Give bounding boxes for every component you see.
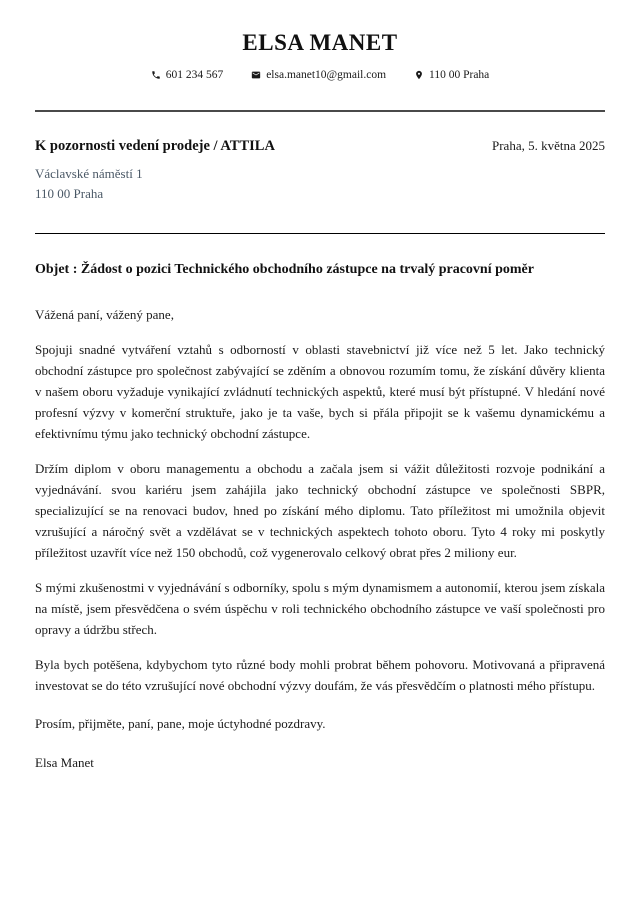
map-pin-icon (414, 70, 424, 80)
address-line-1: Václavské náměstí 1 (35, 166, 143, 181)
divider-top (35, 110, 605, 112)
signature: Elsa Manet (35, 755, 94, 770)
letter-paragraph: Byla bych potěšena, kdybychom tyto různé body mohli probrat během pohovoru. Motivovaná a připravená investovat se do této vzrušující nové obchodní výzvy doufám, že vás přesvědčím o platnosti mého přístupu. (35, 657, 605, 693)
letter-paragraph: S mými zkušenostmi v vyjednávání s odborníky, spolu s mým dynamismem a autonomií, kterou jsem získala na místě, jsem přesvědčena o svém úspěchu v roli technického obchodního zástupce ve vaší společnosti pro opravy a údržbu střech. (35, 580, 605, 637)
contact-location-value: 110 00 Praha (429, 69, 490, 81)
contact-phone (151, 69, 224, 81)
subject-line: Objet : Žádost o pozici Technického obchodního zástupce na trvalý pracovní poměr (35, 262, 534, 277)
closing-line: Prosím, přijměte, paní, pane, moje úctyhodné pozdravy. (35, 716, 326, 731)
letter-date: Praha, 5. května 2025 (491, 138, 605, 153)
page-title: ELSA MANET (242, 30, 398, 55)
address-line-2: 110 00 Praha (35, 186, 104, 201)
divider-bottom (35, 233, 605, 234)
contact-email (251, 69, 386, 81)
recipient-heading: K pozornosti vedení prodeje / ATTILA (35, 138, 275, 154)
contact-bar (35, 69, 605, 81)
contact-email-value: elsa.manet10@gmail.com (266, 69, 387, 81)
contact-phone-value: 601 234 567 (165, 69, 224, 81)
envelope-icon (251, 70, 261, 80)
recipient-row (35, 138, 605, 155)
letter-paragraph: Držím diplom v oboru managementu a obchodu a začala jsem si vážit důležitosti rozvoje podnikání a vyjednávání. svou kariéru jsem zahájila jako technický obchodní zástupce ve společnosti SBPR, specializující se na renovaci budov, hned po získání mého diplomu. Tato příležitost mi umožnila objevit vzrušující a náročný svět a vzdělávat se v technických aspektech tohoto oboru. Tyto 4 roky mi poskytly příležitost uzavřít více než 150 obchodů, což vygenerovalo celkový obrat přes 2 miliony eur. (35, 461, 605, 560)
phone-icon (151, 70, 161, 80)
contact-location (414, 69, 489, 81)
salutation: Vážená paní, vážený pane, (35, 307, 174, 322)
letter-paragraph: Spojuji snadné vytváření vztahů s odborností v oblasti stavebnictví již více než 5 let. Jako technický obchodní zástupce pro společnost zabývající se zděním a obnovou rozumím tomu, že získání důvěry klienta v našem oboru vyžaduje vynikající zvládnutí technických aspektů, které musí být přístupné. V hledání nové profesní výzvy v komerční struktuře, jako je ta vaše, bych si přála připojit se k vašemu dynamickému a efektivnímu týmu jako technický obchodní zástupce. (35, 342, 605, 441)
recipient-address (35, 164, 605, 204)
